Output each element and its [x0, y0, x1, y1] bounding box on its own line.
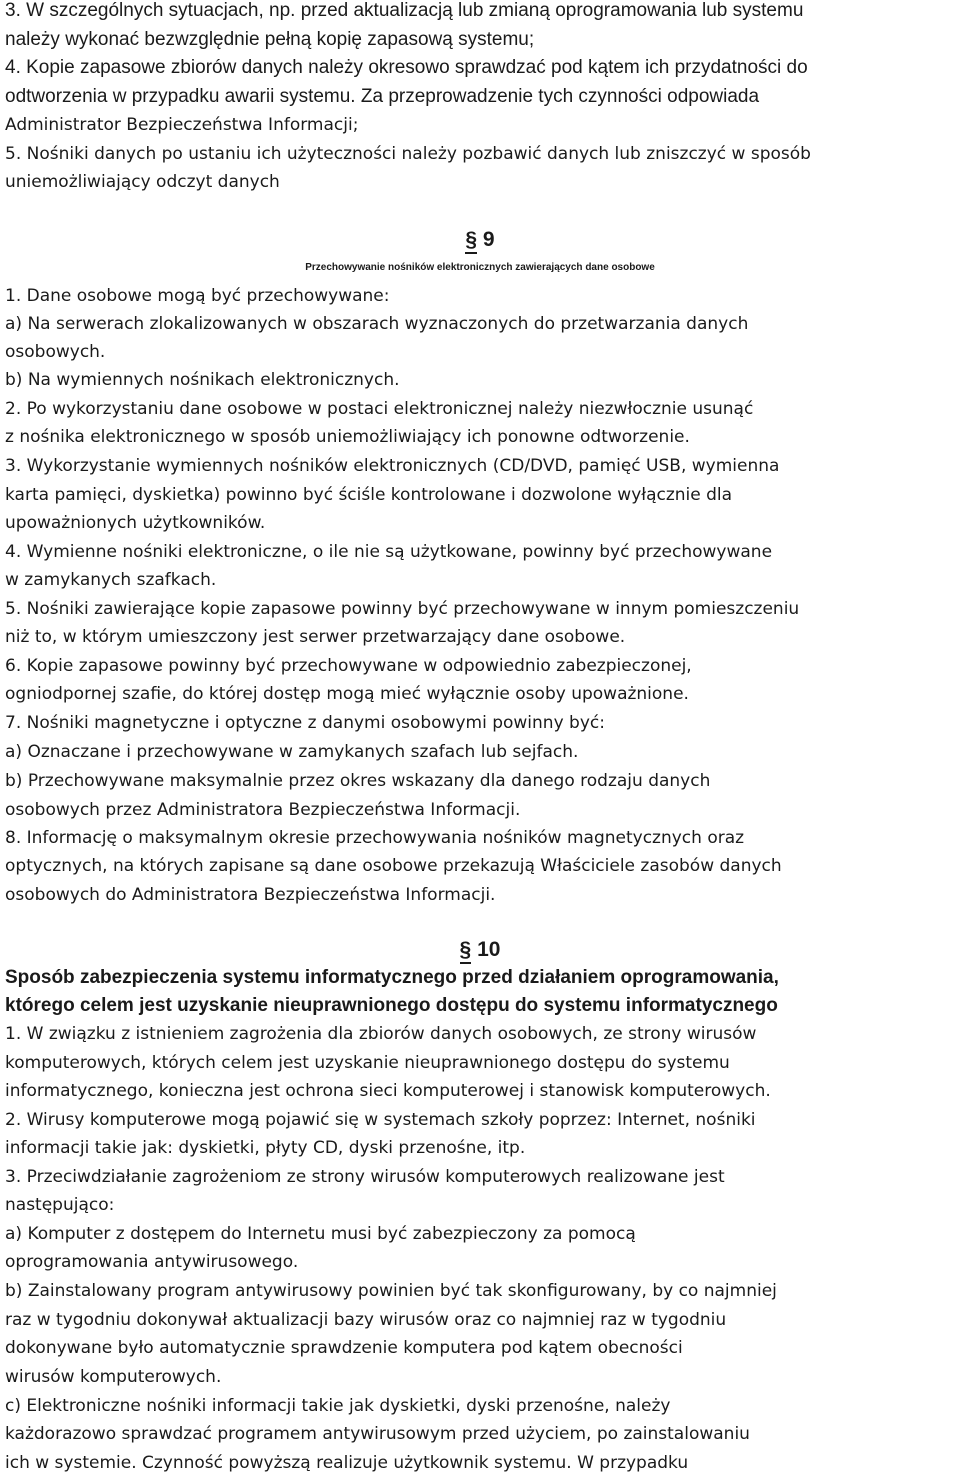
paragraph-line: 5. Nośniki zawierające kopie zapasowe powinny być przechowywane w innym pomieszczeniu	[5, 599, 800, 619]
paragraph-line: karta pamięci, dyskietka) powinno być ściśle kontrolowane i dozwolone wyłącznie dla	[5, 485, 733, 505]
paragraph-line: a) Na serwerach zlokalizowanych w obszarach wyznaczonych do przetwarzania danych	[5, 314, 749, 334]
paragraph-line: 7. Nośniki magnetyczne i optyczne z danymi osobowymi powinny być:	[5, 713, 605, 733]
paragraph-line: ogniodpornej szafie, do której dostęp mogą mieć wyłącznie osoby upoważnione.	[5, 684, 689, 704]
paragraph-line: niż to, w którym umieszczony jest serwer przetwarzający dane osobowe.	[5, 627, 626, 647]
paragraph-line: komputerowych, których celem jest uzyskanie nieuprawnionego dostępu do systemu	[5, 1053, 730, 1073]
paragraph-line: a) Oznaczane i przechowywane w zamykanych szafach lub sejfach.	[5, 742, 579, 762]
paragraph-line: optycznych, na których zapisane są dane osobowe przekazują Właściciele zasobów danych	[5, 856, 782, 876]
paragraph-line: dokonywane było automatycznie sprawdzenie komputera pod kątem obecności	[5, 1338, 683, 1358]
section-9-title: Przechowywanie nośników elektronicznych zawierających dane osobowe	[305, 262, 655, 273]
paragraph-line: oprogramowania antywirusowego.	[5, 1252, 299, 1272]
paragraph-line: uniemożliwiający odczyt danych	[5, 172, 280, 192]
paragraph-line: Administrator Bezpieczeństwa Informacji;	[5, 115, 359, 135]
paragraph-line: 8. Informację o maksymalnym okresie przechowywania nośników magnetycznych oraz	[5, 828, 745, 848]
paragraph-sign: §	[459, 938, 472, 961]
section-number: 9	[482, 228, 495, 251]
paragraph-line: w zamykanych szafkach.	[5, 570, 217, 590]
paragraph-line: 5. Nośniki danych po ustaniu ich użyteczności należy pozbawić danych lub zniszczyć w sposób	[5, 144, 811, 164]
paragraph-line: każdorazowo sprawdzać programem antywirusowym przed użyciem, po zainstalowaniu	[5, 1424, 750, 1444]
section-number: 10	[477, 938, 501, 961]
paragraph-line: z nośnika elektronicznego w sposób uniemożliwiający ich ponowne odtworzenie.	[5, 427, 690, 447]
paragraph-line: należy wykonać bezwzględnie pełną kopię zapasową systemu;	[5, 29, 535, 50]
paragraph-line: osobowych przez Administratora Bezpieczeństwa Informacji.	[5, 800, 521, 820]
paragraph-line: 2. Wirusy komputerowe mogą pojawić się w systemach szkoły poprzez: Internet, nośniki	[5, 1110, 756, 1130]
paragraph-line: ich w systemie. Czynność powyższą realizuje użytkownik systemu. W przypadku	[5, 1453, 689, 1473]
paragraph-line: b) Na wymiennych nośnikach elektronicznych.	[5, 370, 400, 390]
paragraph-line: informatycznego, konieczna jest ochrona sieci komputerowej i stanowisk komputerowych.	[5, 1081, 771, 1101]
paragraph-line: 1. Dane osobowe mogą być przechowywane:	[5, 286, 390, 306]
paragraph-line: odtworzenia w przypadku awarii systemu. Za przeprowadzenie tych czynności odpowiada	[5, 86, 760, 107]
paragraph-line: c) Elektroniczne nośniki informacji takie jak dyskietki, dyski przenośne, należy	[5, 1396, 671, 1416]
paragraph-line: wirusów komputerowych.	[5, 1367, 222, 1387]
paragraph-line: informacji takie jak: dyskietki, płyty CD, dyski przenośne, itp.	[5, 1138, 526, 1158]
section-10-title-line: którego celem jest uzyskanie nieuprawnionego dostępu do systemu informatycznego	[5, 995, 778, 1016]
paragraph-line: 6. Kopie zapasowe powinny być przechowywane w odpowiednio zabezpieczonej,	[5, 656, 692, 676]
paragraph-line: upoważnionych użytkowników.	[5, 513, 266, 533]
paragraph-line: 4. Wymienne nośniki elektroniczne, o ile nie są użytkowane, powinny być przechowywane	[5, 542, 773, 562]
paragraph-line: b) Zainstalowany program antywirusowy powinien być tak skonfigurowany, by co najmniej	[5, 1281, 777, 1301]
paragraph-line: a) Komputer z dostępem do Internetu musi być zabezpieczony za pomocą	[5, 1224, 636, 1244]
paragraph-line: następująco:	[5, 1195, 115, 1215]
paragraph-line: b) Przechowywane maksymalnie przez okres wskazany dla danego rodzaju danych	[5, 771, 711, 791]
section-10-number	[0, 938, 960, 962]
paragraph-line: 1. W związku z istnieniem zagrożenia dla zbiorów danych osobowych, ze strony wirusów	[5, 1024, 757, 1044]
paragraph-line: raz w tygodniu dokonywał aktualizacji bazy wirusów oraz co najmniej raz w tygodniu	[5, 1310, 727, 1330]
paragraph-line: 3. Wykorzystanie wymiennych nośników elektronicznych (CD/DVD, pamięć USB, wymienna	[5, 456, 780, 476]
paragraph-line: 2. Po wykorzystaniu dane osobowe w postaci elektronicznej należy niezwłocznie usunąć	[5, 399, 754, 419]
paragraph-line: 4. Kopie zapasowe zbiorów danych należy okresowo sprawdzać pod kątem ich przydatności do	[5, 57, 808, 78]
paragraph-sign: §	[465, 228, 478, 251]
section-9-number	[0, 228, 960, 252]
paragraph-line: 3. Przeciwdziałanie zagrożeniom ze strony wirusów komputerowych realizowane jest	[5, 1167, 725, 1187]
section-10-title-line: Sposób zabezpieczenia systemu informatycznego przed działaniem oprogramowania,	[5, 967, 779, 988]
paragraph-line: osobowych do Administratora Bezpieczeństwa Informacji.	[5, 885, 496, 905]
paragraph-line: osobowych.	[5, 342, 106, 362]
paragraph-line: 3. W szczególnych sytuacjach, np. przed aktualizacją lub zmianą oprogramowania lub systemu	[5, 0, 804, 21]
